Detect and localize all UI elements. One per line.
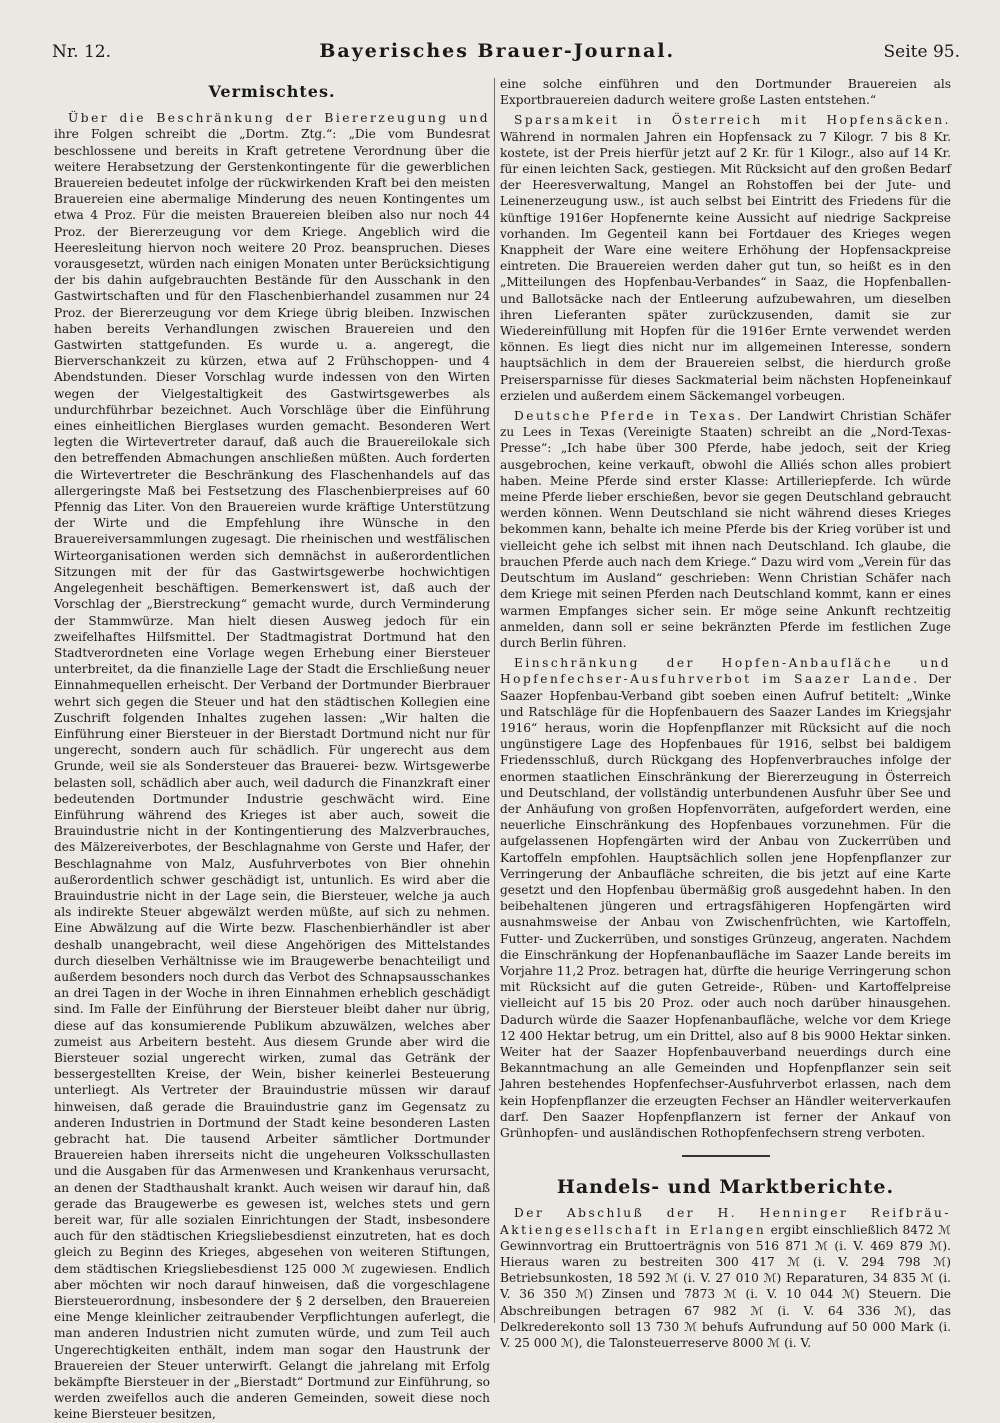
article-continuation: eine solche einführen und den Dortmunder Brauereien als Exportbrauereien dadurch weitere große Lasten entstehen.“ [500,77,951,108]
column-divider [494,78,495,1323]
left-column [54,76,490,1422]
article-pferde-texas [500,408,951,651]
article-henninger [500,1205,951,1351]
article-body: Während in normalen Jahren ein Hopfensack zu 7 Kilogr. 7 bis 8 Kr. kostete, ist der Preis hierfür jetzt auf 2 Kr. für 1 Kilogr., also auf 14 Kr. für einen leichten Sack, gestiegen. Mit Rücksicht auf den großen Bedarf der Heeresverwaltung, Mangel an Rohstoffen bei der Jute- und Leinenerzeugung usw., ist auch selbst bei Eintritt des Friedens für die künftige 1916er Hopfenernte keine Aussicht auf niedrige Sackpreise vorhanden. Im Gegenteil kann bei Fortdauer des Krieges wegen Knappheit der Ware eine weitere Erhöhung der Hopfensackpreise eintreten. Die Brauereien werden daher gut tun, so heißt es in den „Mitteilungen des Hopfenbau-Verbandes“ in Saaz, die Hopfenballen- und Ballotsäcke nach der Entleerung aufzubewahren, um dieselben ihren Lieferanten später zurückzusenden, damit sie zur Wiedereinfüllung mit Hopfen für die 1916er Ernte verwendet werden können. Es liegt dies nicht nur im allgemeinen Interesse, sondern hauptsächlich in dem der Brauereien selbst, die hierdurch große Preisersparnisse für dieses Sackmaterial beim nächsten Hopfeneinkauf erzielen und außerdem einem Säckemangel vorbeugen. [500,129,951,403]
article-biererzeugung [54,110,490,1422]
article-lead: Einschränkung der Hopfen-Anbaufläche und Hopfenfechser-Ausfuhrverbot im Saazer Lande. [500,656,951,687]
article-hopfen-anbauflaeche [500,655,951,1141]
article-lead: Über die Beschränkung der Biererzeugung und [68,111,490,126]
journal-title: Bayerisches Brauer-Journal. [319,40,676,62]
page-number: Seite 95. [883,42,960,62]
article-body: ergibt einschließlich 8472 ℳ Gewinnvortrag ein Bruttoerträgnis von 516 871 ℳ (i. V. 469 879 ℳ). Hieraus waren zu bestreiten 300 417 ℳ (i. V. 294 798 ℳ) Betriebsunkosten, 18 592 ℳ (i. V. 27 010 ℳ) Reparaturen, 34 835 ℳ (i. V. 36 350 ℳ) Zinsen und 7873 ℳ (i. V. 10 044 ℳ) Steuern. Die Abschreibungen betragen 67 982 ℳ (i. V. 64 336 ℳ), das Delkrederekonto soll 13 730 ℳ behufs Aufrundung auf 50 000 Mark (i. V. 25 000 ℳ), die Talonsteuerreserve 8000 ℳ (i. V. [500,1222,951,1351]
article-lead: Deutsche Pferde in Texas. [514,409,744,424]
article-lead: Sparsamkeit in Österreich mit Hopfensäcken. [514,113,951,128]
article-lead: Der Abschluß der H. Henninger Reifbräu-Aktiengesellschaft in Erlangen [500,1206,951,1237]
section-divider [682,1155,770,1157]
issue-number: Nr. 12. [52,42,111,62]
section-heading-handel: Handels- und Marktberichte. [556,1176,895,1199]
article-body: Der Landwirt Christian Schäfer zu Lees in Texas (Vereinigte Staaten) schreibt an die „Nord-Texas-Presse“: „Ich habe über 300 Pferde, habe jedoch, seit der Krieg ausgebrochen, keine verkauft, obwohl die Alliés schon alles probiert haben. Meine Pferde sind erster Klasse: Artilleriepferde. Ich würde meine Pferde lieber erschießen, bevor sie gegen Deutschland gebraucht werden können. Wenn Deutschland sie nicht während dieses Krieges bekommen kann, behalte ich meine Pferde bis der Krieg vorüber ist und vielleicht gehe ich selbst mit ihnen nach Deutschland. Ich glaube, die brauchen Pferde auch nach dem Kriege.“ Dazu wird vom „Verein für das Deutschtum im Ausland“ geschrieben: Wenn Christian Schäfer nach dem Kriege mit seinen Pferden nach Deutschland kommt, kann er eines warmen Empfanges sicher sein. Er möge seine Ankunft rechtzeitig anmelden, dann soll er seine bekränzten Pferde im festlichen Zuge durch Berlin führen. [500,409,951,650]
article-body: ihre Folgen schreibt die „Dortm. Ztg.“: „Die vom Bundesrat beschlossene und bereits in Kraft getretene Verordnung über die weitere Herabsetzung der Gerstenkontingente für die gewerblichen Brauereien bedeutet infolge der rückwirkenden Kraft bei den meisten Brauereien eine abermalige Minderung des neuen Kontingentes um etwa 4 Proz. Für die meisten Brauereien bleiben also nur noch 44 Proz. der Biererzeugung vor dem Kriege. Angeblich wird die Heeresleitung hiervon noch weitere 20 Proz. beanspruchen. Dieses vorausgesetzt, würden nach einigen Monaten unter Berücksichtigung der bis dahin aufgebrauchten Bestände für den Ausschank in den Gastwirtschaften und für den Flaschenbierhandel zusammen nur 24 Proz. der Biererzeugung vor dem Kriege übrig bleiben. Inzwischen haben bereits Verhandlungen zwischen Brauereien und den Gastwirten stattgefunden. Es wurde u. a. angeregt, die Bierverschankzeit zu kürzen, etwa auf 2 Frühschoppen- und 4 Abendstunden. Dieser Vorschlag wurde indessen von den Wirten wegen der Vielgestaltigkeit des Gastwirtsgewerbes als undurchführbar bezeichnet. Auch Vorschläge über die Einführung eines einheitlichen Bierglases wurden gemacht. Besonderen Wert legten die Wirtevertreter darauf, daß auch die Brauereilokale sich den betreffenden Abmachungen anschließen müßten. Auch forderten die Wirtevertreter die Beschränkung des Flaschenhandels auf das allergeringste Maß bei Festsetzung des Flaschenbierpreises auf 60 Pfennig das Liter. Von den Brauereien wurde kräftige Unterstützung der Wirte und die Empfehlung ihre Wünsche in den Brauereiversammlungen zugesagt. Die rheinischen und westfälischen Wirteorganisationen werden sich demnächst in außerordentlichen Sitzungen mit der für das Gastwirtsgewerbe hochwichtigen Angelegenheit beschäftigen. Bemerkenswert ist, daß auch der Vorschlag der „Bierstreckung“ gemacht wurde, durch Verminderung der Stammwürze. Man hielt diesen Ausweg jedoch für ein zweifelhaftes Hilfsmittel. Der Stadtmagistrat Dortmund hat den Stadtverordneten eine Vorlage wegen Erhebung einer Biersteuer unterbreitet, da die finanzielle Lage der Stadt die Erschließung neuer Einnahmequellen erheischt. Der Verband der Dortmunder Bierbrauer wehrt sich gegen die Steuer und hat den städtischen Kollegien eine Zuschrift folgenden Inhaltes zugehen lassen: „Wir halten die Einführung einer Biersteuer in der Bierstadt Dortmund nicht nur für ungerecht, sondern auch für schädlich. Für ungerecht aus dem Grunde, weil sie als Sondersteuer das Brauerei- bezw. Wirtsgewerbe belasten soll, schädlich aber auch, weil dadurch die Finanzkraft einer bedeutenden Dortmunder Industrie geschwächt wird. Eine Einführung während des Krieges ist aber auch, soweit die Brauindustrie nicht in der Kontingentierung des Malzverbrauches, des Mälzereiverbotes, der Beschlagnahme von Gerste und Hafer, der Beschlagnahme von Malz, Ausfuhrverbotes von Bier ohnehin außerordentlich schwer geschädigt ist, untunlich. Es wird aber die Brauindustrie nicht in der Lage sein, die Biersteuer, welche ja auch als indirekte Steuer abgewälzt werden müßte, auf sich zu nehmen. Eine Abwälzung auf die Wirte bezw. Flaschenbierhändler ist aber deshalb unangebracht, weil diese Angehörigen des Mittelstandes durch dieselben Verhältnisse wie im Braugewerbe benachteiligt und außerdem besonders noch durch das Verbot des Schnapsausschankes an drei Tagen in der Woche in ihren Einnahmen erheblich geschädigt sind. Im Falle der Einführung der Biersteuer bleibt daher nur übrig, diese auf das konsumierende Publikum abzuwälzen, welches aber zumeist aus Arbeitern besteht. Aus diesem Grunde aber wird die Biersteuer sozial ungerecht wirken, zumal das Getränk der bessergestellten Kreise, der Wein, bisher keinerlei Besteuerung unterliegt. Als Vertreter der Brauindustrie müssen wir darauf hinweisen, daß gerade die Brauindustrie ganz im Gegensatz zu anderen Industrien in Dortmund der Stadt keine besonderen Lasten gebracht hat. Die tausend Arbeiter sämtlicher Dortmunder Brauereien haben ihrerseits nicht die ungeheuren Volksschullasten und die Ausgaben für das Armenwesen und Krankenhaus verursacht, an denen der Stadthaushalt krankt. Auch weisen wir darauf hin, daß gerade das Braugewerbe es gewesen ist, welches stets und gern bereit war, für alle sozialen Einrichtungen der Stadt, insbesondere auch für den städtischen Kriegsliebesdienst einzutreten, hat es doch gleich zu Beginn des Krieges, abgesehen von weiteren Stiftungen, dem städtischen Kriegsliebesdienst 125 000 ℳ zugewiesen. Endlich aber möchten wir noch darauf hinweisen, daß die vorgeschlagene Biersteuerordnung, insbesondere der § 2 derselben, den Brauereien eine Menge kleinlicher zeitraubender Verpflichtungen auferlegt, die man anderen Industrien nicht zumuten würde, und zum Teil auch Ungerechtigkeiten enthält, indem man sogar den Haustrunk der Brauereien der Steuer unterwirft. Gelangt die jahrelang mit Erfolg bekämpfte Biersteuer in der „Bierstadt“ Dortmund zur Einführung, so werden zweifellos auch die anderen Gemeinden, soweit diese noch keine Biersteuer besitzen, [54,127,490,1422]
article-hopfensaecke [500,112,951,404]
section-heading-vermischtes: Vermischtes. [208,82,336,101]
page-header [52,40,960,66]
article-body: Der Saazer Hopfenbau-Verband gibt soeben einen Aufruf betitelt: „Winke und Ratschläge für die Hopfenbauern des Saazer Landes im Kriegsjahr 1916“ heraus, worin die Hopfenpflanzer mit Rücksicht auf die noch ungünstigere Lage des Hopfenbaues für 1916, selbst bei baldigem Friedensschluß, durch Rückgang des Hopfenverbrauches infolge der enormen staatlichen Einschränkung der Biererzeugung in Österreich und Deutschland, der vollständig unterbundenen Ausfuhr über See und der Anhäufung von großen Hopfenvorräten, aufgefordert werden, eine neuerliche Einschränkung des Hopfenbaues vorzunehmen. Für die aufgelassenen Hopfengärten wird der Anbau von Zuckerrüben und Kartoffeln empfohlen. Hauptsächlich sollen jene Hopfenpflanzer zur Verringerung der Anbaufläche schreiten, die bis jetzt auf eine Karte gesetzt und den Hopfenbau übermäßig groß ausgedehnt haben. In den beibehaltenen jüngeren und ertragsfähigeren Hopfengärten wird ausnahmsweise der Anbau von Zwischenfrüchten, wie Kartoffeln, Futter- und Zuckerrüben, und sonstiges Grünzeug, angeraten. Nachdem die Einschränkung der Hopfenanbaufläche im Saazer Lande bereits im Vorjahre 11,2 Proz. betragen hat, dürfte die heurige Verringerung schon mit Rücksicht auf die guten Getreide-, Rüben- und Kartoffelpreise vielleicht auf 15 bis 20 Proz. oder auch noch darüber hinausgehen. Dadurch würde die Saazer Hopfenanbaufläche, welche vor dem Kriege 12 400 Hektar betrug, um ein Drittel, also auf 8 bis 9000 Hektar sinken. Weiter hat der Saazer Hopfenbauverband neuerdings durch eine Bekanntmachung an alle Gemeinden und Hopfenpflanzer sein seit Jahren bestehendes Hopfenfechser-Ausfuhrverbot erlassen, nach dem kein Hopfenpflanzer die erzeugten Fechser an Händler weiterverkaufen darf. Den Saazer Hopfenpflanzern ist ferner der Ankauf von Grünhopfen- und ausländischen Rothopfenfechsern streng verboten. [500,672,951,1140]
right-column [500,76,951,1351]
